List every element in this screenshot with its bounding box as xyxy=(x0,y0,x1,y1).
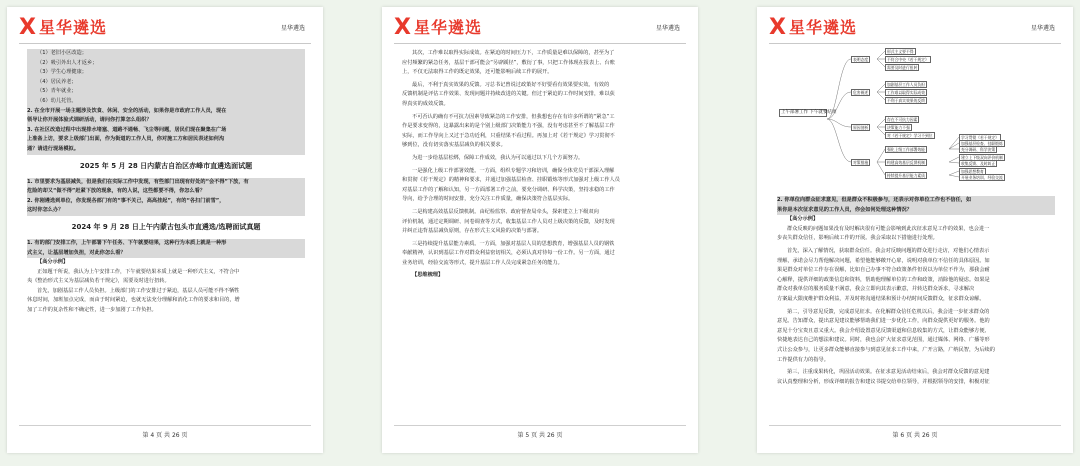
mind-map-leaf: 不利于真实效果的反馈 xyxy=(887,98,925,103)
mind-map-root: 上午部署工作 下午就要结果 xyxy=(781,110,837,115)
paragraph-line: 方案最大限度维护群众利益，并及时将沟通结果和预计办结时间反馈群众，征求群众谅解。 xyxy=(777,295,985,302)
mind-map-branch: 表明态度 xyxy=(853,57,869,62)
mind-map-branch: 对策措施 xyxy=(853,160,869,165)
question-text: 1. 市里要求为基层减负，但是我们在实际工作中发现，有些部门出现有好处的“会不得”下放，有 xyxy=(27,178,305,188)
header-label: 星华遴选 xyxy=(655,25,680,32)
mind-map-subleaf: 学习贯彻《若干规定》 xyxy=(961,135,999,140)
paragraph-line: 一是强化上级工作部署效能。一方面，组织专题学习和培训，确保全体党员干部深入理解 xyxy=(412,167,615,174)
paragraph-line: 实际，而工作导向上又过于急功近利，只重结果不看过程。再加上对《若干规定》学习贯彻不 xyxy=(402,132,615,139)
paragraph-line: 业务培训，经验交流等形式，提升基层工作人员完成紧急任务的能力。 xyxy=(402,259,563,266)
paragraph-line: 二是构建高效基层反馈机制。由纪检监察、政府督查局牵头，探索建立上下级双向 xyxy=(412,208,599,215)
list-item: （2）吸引外出人才返乡； xyxy=(27,59,305,69)
paragraph-line: 得真实的成效反馈。 xyxy=(402,100,449,107)
document-page-6 xyxy=(757,7,1073,453)
paragraph-line: 最后，不利于真实效果的反馈。习总书记曾说过政策好不好要看有效果要实效。有效的 xyxy=(412,81,610,88)
mind-map-subleaf: 建立上下级双向评价机制 xyxy=(961,155,1003,160)
mind-map-subleaf: 开展业务培训、经验交流 xyxy=(961,175,1003,180)
page-body xyxy=(402,49,680,281)
paragraph-line: 首先，深入了解情况，获取群众信任。我会对反映问题的群众进行走访，对他们心情表示 xyxy=(787,247,990,254)
paragraph-line: 三是持续提升基层能力素质。一方面，加强对基层人员的思想教育，增强基层人员的钢铁 xyxy=(412,240,615,247)
paragraph-line: 导向，给予合理的时间安排，充分关注工作质量，确保决策符合基层实际。 xyxy=(402,196,574,203)
section-title: 2025 年 5 月 28 日内蒙古自治区赤峰市直遴选面试题 xyxy=(79,161,253,170)
mind-map-leaf: 需要及时进行扭转 xyxy=(887,65,918,70)
paragraph-line: 式让公众参与，让更多群众能够直接参与到意见征求工作中来，广开言路，广纳民智，为后续的 xyxy=(777,346,995,353)
list-item: （1）老旧小区改造； xyxy=(27,49,305,59)
paragraph-line: 为进一步给基层松绑，保障工作成效，我认为可以通过以下几个方面努力。 xyxy=(412,154,584,161)
mind-map-branch: 危害阐述 xyxy=(853,90,869,95)
paragraph-line: 群众对我单位的服务质量不满意，我会立即向其表示歉意，并转达群众诉求，寻求解决 xyxy=(777,286,975,293)
header-divider xyxy=(394,43,686,44)
mind-map-subleaf: 充分调研、科学决策 xyxy=(961,147,996,152)
paragraph-line: 够到位，没有切实落实基层减负的相关要求。 xyxy=(402,142,506,149)
question-text: 2. 在全市开展一场主题涉及饮食、休闲、安全的活动，如果你是市政府工作人员，现在 xyxy=(27,107,305,117)
header-label: 星华遴选 xyxy=(1030,25,1055,32)
footer-divider xyxy=(769,425,1061,426)
paragraph-line: 理解，承诺会尽力帮他解决问题，希望他能够敞开心扉，说明对我单位不信任的具体原因。如 xyxy=(777,257,990,264)
page-number: 第 4 页 共 26 页 xyxy=(142,432,188,439)
mind-map-leaf: 工作难以取得实际成效 xyxy=(887,90,925,95)
list-item: （6）幼儿托管。 xyxy=(27,97,305,107)
paragraph-line: 第三，注重成果转化，巩固活动效果。在征求意见活动结束后，我会对群众反馈的意见建 xyxy=(787,369,990,376)
paragraph-line: 应付频繁的紧急任务，基层干部可能会“另辟蹊径”，敷衍了事，只把工作体现在报表上、台账 xyxy=(402,59,615,66)
mind-map-leaf: 加剧基层工作人员负担 xyxy=(887,82,925,87)
paragraph-line: 评价机制，通过定期调研、问卷调查等方式，收集基层工作人员对上级决策的反馈，及时发现 xyxy=(402,218,615,225)
question-text: 通？请进行现场模拟。 xyxy=(27,145,305,155)
brand-logo xyxy=(19,15,107,40)
paragraph-line: 不可否认的确有不可抗力因素导致紧急的工作安排，但我想也存在有许多所谓的“紧急”工 xyxy=(412,113,615,120)
answer-heading: 【高分示例】 xyxy=(787,216,819,223)
paragraph-line: 第二，引导意见反馈，完成意见征求。在化解群众信任危机以后，我会进一步征求群众的 xyxy=(787,308,990,315)
paragraph-line: 作是要求变得的，这暴露出来的是个别上级部门决策能力不强，没有考虑甚至不了解基层工作 xyxy=(402,123,615,130)
paragraph-line: 并纠正违背基层减负原则，存在形式主义风险的决策与部署。 xyxy=(402,228,543,235)
paragraph-line: 休息时间，加班加点完成，而由于时间紧迫，也就无法充分理解和消化工作的要求和目的，增 xyxy=(27,297,240,304)
paragraph-line: 对基层工作的了解和认知，另一方面部署工作之前，要充分调研、科学决策，坚持求稳的工作 xyxy=(402,186,615,193)
paragraph-line: 快捷地表达自己的想法和建议。同时，我也会扩大征求意见范围，通过媒体、网络、广播等形 xyxy=(777,337,990,344)
page-number: 第 6 页 共 26 页 xyxy=(892,432,938,439)
mind-map-branch: 原因剖析 xyxy=(853,125,869,130)
paragraph-line: 步丧失群众信任，影响后续工作的开展。我会采取以下措施进行处理。 xyxy=(777,235,938,242)
mind-map-subleaf: 加强思想教育 xyxy=(961,169,984,174)
page-body xyxy=(27,49,305,316)
question-text: 1. 有的部门安排工作，上午部署下午任务、下午就要结果，这种行为本质上就是一种形 xyxy=(27,239,305,249)
question-text: 果你是本次征求意见的工作人员，你会如何处理这种情况？ xyxy=(777,206,1055,216)
page-header xyxy=(382,15,698,41)
question-text: 2. 你刚遴选到单位，你发现各部门有的“事不关己，高高挂起”，有的“各扫门前雪”， xyxy=(27,197,305,207)
mind-map-leaf: 强化上级工作部署效能 xyxy=(887,147,925,152)
logo-text: 星华遴选 xyxy=(413,18,482,37)
brand-logo xyxy=(394,15,482,40)
mind-map xyxy=(777,47,1055,192)
header-divider xyxy=(769,43,1061,44)
mind-map-leaf: 形式主义要不得 xyxy=(887,49,914,54)
paragraph-line: 果是群众对单位工作存在误解，比如自己办事不符合政策条件但误以为单位不作为，那我会耐 xyxy=(777,267,990,274)
mind-map-subleaf: 收集反馈、及时纠正 xyxy=(961,161,996,166)
document-page-5 xyxy=(382,7,698,453)
question-text: 2. 你单位向群众征求意见，但是群众不积极参与，还表示对你单位工作也不信任，如 xyxy=(777,196,1055,206)
paragraph-line: 正如题干所说，我认为上午安排工作，下午就要结果本质上就是一种形式主义，不符合中 xyxy=(37,268,240,275)
header-divider xyxy=(19,43,311,44)
mind-map-subleaf: 加强基层检查、挂职锻炼 xyxy=(961,141,1003,146)
paragraph-line: 首先，加剧基层工作人员负担。上级部门的工作安排过于紧迫，基层人员可能不得不牺牲 xyxy=(37,287,240,294)
page-number: 第 5 页 共 26 页 xyxy=(517,432,563,439)
paragraph-line: 上，不仅无法取得工作的既定效果，还可能影响后续工作的展开。 xyxy=(402,69,553,76)
document-page-4 xyxy=(7,7,323,453)
question-text: 领导让你开展体验式调研活动，请问你打算怎么组织？ xyxy=(27,116,305,126)
page-header xyxy=(7,15,323,41)
mind-map-leaf: 存在不可抗力因素 xyxy=(887,117,918,122)
list-item: （4）居民养老； xyxy=(27,78,305,88)
header-label: 星华遴选 xyxy=(280,25,305,32)
paragraph-line: 加了工作的复杂性和不确定性，进一步加剧了工作负担。 xyxy=(27,307,157,314)
section-heading: 【思维梳理】 xyxy=(412,272,444,279)
logo-text: 星华遴选 xyxy=(38,18,107,37)
mind-map-leaf: 决策能力不强 xyxy=(887,125,910,130)
footer-divider xyxy=(394,425,686,426)
paragraph-line: 反馈机制是评估工作效果、发现问题并持续改进的关键。但过于紧迫的工作时间安排，难以获 xyxy=(402,91,615,98)
paragraph-line: 和贯彻《若干规定》的精神和要求，并通过加强基层检查、挂职锻炼等形式加强对上级工作人员 xyxy=(402,177,620,184)
mind-map-leaf: 对《若干规定》学习不到位 xyxy=(887,133,933,138)
paragraph-line: 其次，工作难以取得实际成效。在紧迫的时间压力下，工作质量是难以保障的，甚至为了 xyxy=(412,50,615,56)
question-text: 危险的却又“做不得”赶紧下放的现象，有的人说，这些都要不得，你怎么看？ xyxy=(27,187,305,197)
question-text: 3. 在社区改造过程中出现排水堵塞、道路不通畅、飞尘等问题，居民们现在聚集在广场 xyxy=(27,126,305,136)
brand-logo xyxy=(769,15,857,40)
page-body xyxy=(777,47,1055,387)
footer-divider xyxy=(19,425,311,426)
paragraph-line: 奉献精神，认识到基层工作对群众利益密切相关，必须认真对待每一份工作。另一方面，通过 xyxy=(402,250,615,257)
paragraph-line: 群众反映的问题如果没有及时解决很有可能会影响到此次征求意见工作的效果，也会进一 xyxy=(787,225,990,232)
logo-mark: X xyxy=(19,15,36,40)
paragraph-line: 央《整治形式主义为基层减负若干规定》，需要及时进行扭转。 xyxy=(27,278,170,285)
logo-mark: X xyxy=(769,15,786,40)
logo-text: 星华遴选 xyxy=(788,18,857,37)
answer-heading: 【高分示例】 xyxy=(37,259,69,266)
paragraph-line: 意见十分宝贵且意义重大。我会介绍设置意见反馈渠道和信息收集的方式，让群众能够方便、 xyxy=(777,327,990,334)
mind-map-leaf: 不符合中央《若干规定》 xyxy=(887,57,929,62)
logo-mark: X xyxy=(394,15,411,40)
list-item: （3）学生心理健康； xyxy=(27,68,305,78)
page-header xyxy=(757,15,1073,41)
list-item: （5）青年就业； xyxy=(27,87,305,97)
paragraph-line: 心解释，提供详细的政策信息和资料，帮助他理解单位的工作和政策，消除他的疑虑。如果是 xyxy=(777,276,990,283)
paragraph-line: 工作提供有力的指导。 xyxy=(777,356,829,363)
paragraph-line: 意见。告知群众，提出意见建议能够帮助我们进一步优化工作，向群众提供更好的服务。他的 xyxy=(777,318,990,325)
mind-map-leaf: 持续提升基层能力素质 xyxy=(887,173,925,178)
question-text: 这时你怎么办？ xyxy=(27,206,305,216)
paragraph-line: 议认真整理和分析，形成详细的报告和建议书提交给单位领导，并根据领导的安排，积极对征 xyxy=(777,378,990,385)
section-title: 2024 年 9 月 28 日上午内蒙古包头市直遴选/选聘面试真题 xyxy=(71,222,261,231)
question-text: 上准备上访，要求上级部门出面，作为街道的工作人员，你对施工方和居民表述如何沟 xyxy=(27,135,305,145)
mind-map-leaf: 构建高效基层反馈机制 xyxy=(887,160,925,165)
question-text: 式主义，让基层增加负担，对此你怎么看？ xyxy=(27,249,305,259)
